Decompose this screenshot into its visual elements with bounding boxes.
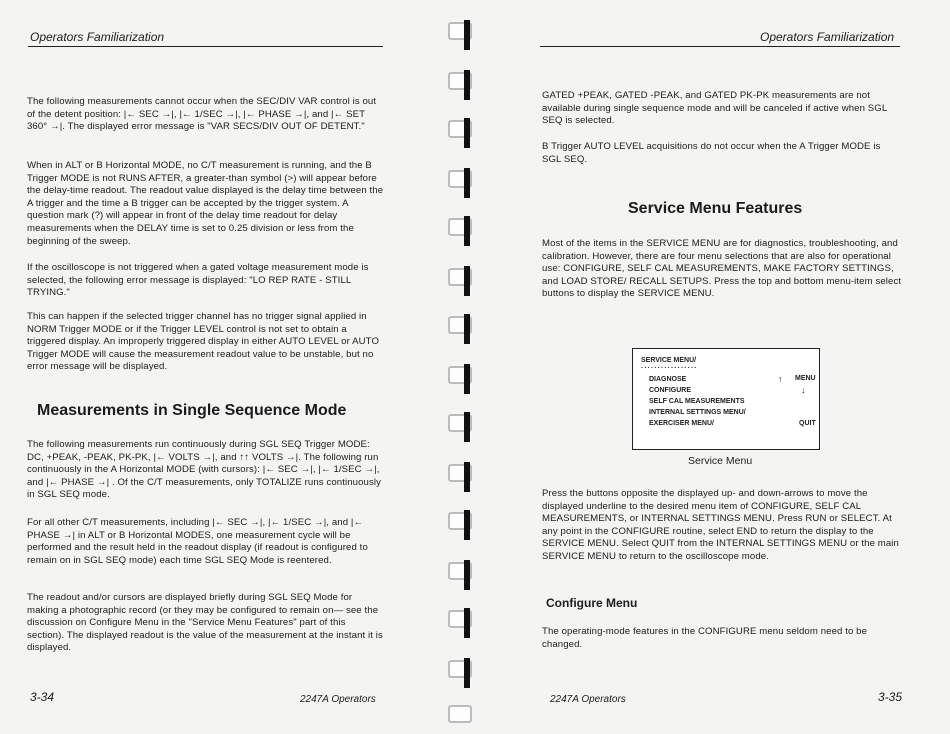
right-page-number: 3-35 (878, 690, 903, 704)
right-para-1: GATED +PEAK, GATED -PEAK, and GATED PK-PK measurements are not available during single sequence mode and will be canceled if active when SGL SEQ is selected. (542, 90, 887, 127)
left-para-6: For all other C/T measurements, including |← SEC →|, |← 1/SEC →|, and |← PHASE →| in ALT or B Horizontal MODES, one measurement cycle will be performed and the result held in the readout display (if readout is configured to remain on in SGL SEQ mode) each time SGL SEQ Mode is reentered. (27, 517, 368, 566)
up-arrow-icon: ↑ (778, 374, 783, 384)
binding-ring-bar (464, 266, 470, 296)
service-menu-title: SERVICE MENU/ (641, 357, 697, 364)
binding-ring-bar (464, 412, 470, 442)
right-header: Operators Familiarization (760, 30, 895, 44)
service-menu-caption: Service Menu (688, 455, 753, 467)
left-section-heading: Measurements in Single Sequence Mode (37, 402, 347, 419)
left-para-2: When in ALT or B Horizontal MODE, no C/T measurement is running, and the B Trigger MODE is not RUNS AFTER, a greater-than symbol (>) will appear before the delay-time readout. The readout value displayed is the delay time between the A trigger and the time a B trigger can be accepted by the trigger system. A question mark (?) will appear in front of the delay time readout for delay measurements when the DELAY time is set to 0.25 division or less from the beginning of the sweep. (27, 160, 384, 247)
left-page-number: 3-34 (30, 690, 55, 704)
right-para-5: The operating-mode features in the CONFIGURE menu seldom need to be changed. (542, 626, 868, 650)
quit-label: QUIT (799, 420, 816, 427)
menu-label: MENU (795, 375, 816, 382)
binding-ring-bar (464, 462, 470, 492)
binding-ring-bar (464, 20, 470, 50)
left-page (0, 0, 440, 734)
right-footer: 2247A Operators (550, 694, 626, 705)
binding-ring-bar (464, 168, 470, 198)
left-para-1: The following measurements cannot occur when the SEC/DIV VAR control is out of the detent position: |← SEC →|, |← 1/SEC →|, |← PHASE →|, and |← SET 360° →|. The displayed error message is "VAR SECS/DIV OUT OF DETENT." (27, 96, 377, 133)
right-header-rule (540, 46, 900, 47)
menu-item-diagnose: DIAGNOSE (649, 376, 687, 383)
binding-ring-bar (464, 510, 470, 540)
menu-item-self-cal: SELF CAL MEASUREMENTS (649, 398, 745, 405)
binding-ring-bar (464, 70, 470, 100)
binding-ring-bar (464, 608, 470, 638)
left-para-5: The following measurements run continuously during SGL SEQ Trigger MODE: DC, +PEAK, -PEAK, PK-PK, |← VOLTS →|, and ↑↑ VOLTS →|. The following run continuously in the A Horizontal MODE (with cursors): |← SEC →|, |← 1/SEC →|, and |← PHASE →| . Of the C/T measurements, only TOTALIZE runs continuously in SGL SEQ mode. (27, 439, 381, 501)
binding-ring-bar (464, 658, 470, 688)
menu-item-configure: CONFIGURE (649, 387, 691, 394)
binding-ring-bar (464, 216, 470, 246)
binding-ring-bar (464, 364, 470, 394)
binding-ring-bar (464, 118, 470, 148)
down-arrow-icon: ↓ (801, 385, 806, 395)
menu-item-exerciser: EXERCISER MENU/ (649, 420, 714, 427)
left-para-7: The readout and/or cursors are displayed briefly during SGL SEQ Mode for making a photographic record (or they may be configured to remain on— see the discussion on Configure Menu in the "Service Menu Features" part of this section). The displayed readout is the value of the measurement at the instant it is displayed. (27, 592, 383, 654)
left-footer: 2247A Operators (300, 694, 376, 705)
menu-item-internal-settings: INTERNAL SETTINGS MENU/ (649, 409, 746, 416)
binding-ring-bar (464, 560, 470, 590)
right-para-4: Press the buttons opposite the displayed up- and down-arrows to move the displayed underline to the desired menu item of CONFIGURE, SELF CAL MEASUREMENTS, or INTERNAL SETTINGS MENU. Press RUN or SELECT. At any point in the CONFIGURE routine, select END to return the display to the SERVICE MENU. Select QUIT from the INTERNAL SETTINGS MENU or the main SERVICE MENU to return to the oscilloscope mode. (542, 488, 899, 562)
left-para-4: This can happen if the selected trigger channel has no trigger signal applied in NORM Trigger MODE or if the Trigger LEVEL control is not set to obtain a triggered display. An improperly triggered display in either AUTO LEVEL or AUTO Trigger MODE will cause the measurement readout value to be unstable, but no error message will be displayed. (27, 311, 380, 373)
configure-menu-heading: Configure Menu (546, 596, 638, 610)
left-header-rule (28, 46, 383, 47)
left-header: Operators Familiarization (30, 30, 165, 44)
service-menu-display (632, 348, 820, 450)
left-para-3: If the oscilloscope is not triggered when a gated voltage measurement mode is selected, the following error message is displayed: "LO REP RATE - STILL TRYING." (27, 262, 369, 299)
right-section-heading: Service Menu Features (628, 200, 803, 217)
binding-ring (448, 705, 472, 723)
right-para-3: Most of the items in the SERVICE MENU are for diagnostics, troubleshooting, and calibration. However, there are four menu selections that are also for operational use: CONFIGURE, SELF CAL MEASUREMENTS, MAKE FACTORY SETTINGS, and LOAD STORE/ RECALL SETUPS. Press the top and bottom menu-item select buttons to display the SERVICE MENU. (542, 238, 902, 300)
title-underline: ················· (641, 365, 698, 372)
binding-ring-bar (464, 314, 470, 344)
right-para-2: B Trigger AUTO LEVEL acquisitions do not occur when the A Trigger MODE is SGL SEQ. (542, 141, 881, 165)
